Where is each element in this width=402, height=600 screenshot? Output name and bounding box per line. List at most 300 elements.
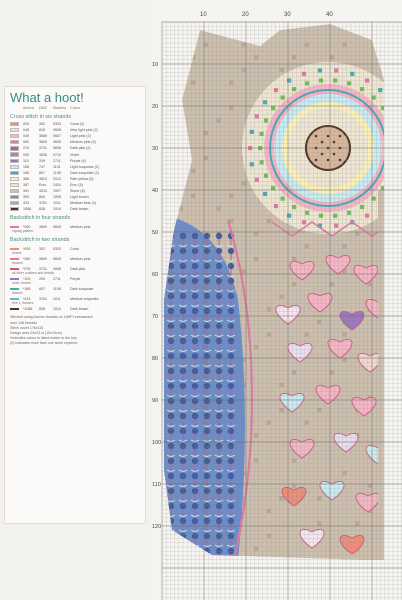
wing-flower [204, 413, 210, 419]
colour-name: Purple [70, 276, 81, 281]
x-tick-label: 20 [242, 12, 249, 18]
wing-flower [228, 518, 234, 524]
wing-flower [228, 413, 234, 419]
madeira-code: 0607 [53, 134, 61, 139]
dmc-code: 3731 [39, 146, 47, 151]
stone-speckle [330, 370, 334, 374]
wing-flower [204, 293, 210, 299]
madeira-code: 0606 [53, 266, 61, 271]
header-madeira: Madeira [53, 106, 66, 110]
band-leaf [271, 106, 275, 110]
backstitch-row [10, 286, 141, 291]
wing-flower [216, 263, 222, 269]
backstitch-usage-note: flowers [12, 261, 23, 266]
cross-stitch-list [10, 121, 141, 212]
backstitch-usage-note: nose, hearts [12, 281, 31, 286]
backstitch-line-swatch [10, 308, 19, 309]
colour-name: Light brown [70, 195, 89, 200]
madeira-code: 1905 [53, 195, 61, 200]
pupil-dot [339, 159, 342, 162]
wing-flower [228, 323, 234, 329]
wing-flower [216, 533, 222, 539]
band-leaf [333, 214, 337, 218]
colour-swatch [10, 128, 19, 132]
wing-flower [168, 278, 174, 284]
wing-flower [168, 398, 174, 404]
y-tick-label: 80 [152, 356, 159, 362]
stone-speckle [279, 295, 283, 299]
band-leaf [305, 211, 309, 215]
stone-speckle [317, 496, 321, 500]
stone-speckle [267, 509, 271, 513]
wing-flower [228, 473, 234, 479]
wing-flower [168, 338, 174, 344]
x-tick-label: 10 [200, 12, 207, 18]
stone-speckle [279, 408, 283, 412]
pupil-dot [327, 135, 330, 138]
band-leaf [319, 78, 323, 82]
anchor-code: 1088 [23, 207, 31, 212]
y-tick-label: 40 [152, 188, 159, 194]
wing-flower [168, 383, 174, 389]
madeira-code: 1011 [53, 296, 61, 301]
stone-speckle [342, 471, 346, 475]
colour-name: Purple (6) [70, 158, 86, 163]
colour-swatch [10, 134, 19, 138]
colour-swatch [10, 159, 19, 163]
y-tick-label: 20 [152, 104, 159, 110]
wing-flower [216, 548, 222, 554]
pupil-dot [321, 153, 324, 156]
colour-swatch [10, 122, 19, 126]
stone-speckle [279, 383, 283, 387]
stone-speckle [254, 547, 258, 551]
dmc-code: 3761 [39, 296, 47, 301]
dmc-code: 3609 [39, 256, 47, 261]
note-line: (2) indicates more than one skein required [10, 341, 78, 346]
wing-flower [204, 233, 210, 239]
colour-name: Dark pink [70, 266, 86, 271]
wing-flower [204, 503, 210, 509]
wing-flower [228, 368, 234, 374]
dmc-code: 209 [39, 276, 45, 281]
wing-flower [192, 503, 198, 509]
backstitch-usage-note: all other outlines and details [12, 271, 55, 276]
madeira-code: 0303 [53, 246, 61, 251]
stone-speckle [267, 421, 271, 425]
wing-flower [204, 473, 210, 479]
wing-flower [204, 518, 210, 524]
anchor-code: *1088 [23, 306, 33, 311]
colour-name: Very light pink (2) [70, 128, 98, 133]
y-tick-label: 110 [152, 482, 161, 488]
band-flower [287, 214, 291, 218]
wing-flower [228, 428, 234, 434]
wing-flower [168, 413, 174, 419]
chart-right-edge [378, 190, 384, 560]
dmc-code: 3731 [39, 266, 47, 271]
backstitch-row [10, 246, 141, 251]
stone-speckle [342, 43, 346, 47]
key-header-row [10, 106, 141, 111]
anchor-code: *168 [23, 286, 31, 291]
colour-swatch [10, 189, 19, 193]
wing-flower [192, 518, 198, 524]
band-leaf [259, 160, 263, 164]
madeira-code: 1914 [53, 306, 61, 311]
wing-flower [192, 473, 198, 479]
wing-flower [216, 293, 222, 299]
cross-stitch-heading: Cross stitch in six strands [10, 114, 72, 120]
wing-flower [228, 548, 234, 554]
stone-speckle [204, 156, 208, 160]
madeira-code: 1011 [53, 201, 61, 206]
stone-speckle [242, 68, 246, 72]
colour-name: Dark pink (2) [70, 146, 91, 151]
wing-flower [204, 443, 210, 449]
dmc-code: 3609 [39, 224, 47, 229]
band-leaf [264, 118, 268, 122]
madeira-code: 0303 [53, 122, 61, 127]
stone-speckle [342, 332, 346, 336]
wing-flower [192, 398, 198, 404]
anchor-code: 387 [23, 182, 29, 187]
anchor-code: 168 [23, 170, 29, 175]
stone-speckle [267, 534, 271, 538]
colour-name: Medium turquoise [70, 296, 99, 301]
stone-speckle [279, 68, 283, 72]
colour-swatch [10, 201, 19, 205]
stone-speckle [355, 521, 359, 525]
wing-flower [192, 308, 198, 314]
madeira-code: 2711 [53, 158, 61, 163]
colour-swatch [10, 207, 19, 211]
pupil-dot [333, 153, 336, 156]
stone-speckle [254, 55, 258, 59]
pupil-dot [333, 141, 336, 144]
wing-flower [204, 533, 210, 539]
header-anchor: Anchor [23, 106, 35, 110]
stone-speckle [191, 80, 195, 84]
band-flower [250, 162, 254, 166]
wing-flower [204, 338, 210, 344]
dmc-code: 838 [39, 207, 45, 212]
band-flower [274, 204, 278, 208]
y-tick-label: 90 [152, 398, 159, 404]
wing-flower [168, 443, 174, 449]
stone-speckle [254, 345, 258, 349]
y-tick-label: 100 [152, 440, 162, 446]
anchor-code: 110 [23, 158, 29, 163]
cross-stitch-chart [152, 0, 402, 600]
backstitch-usage-note: hearts [12, 251, 22, 256]
anchor-code: *060 [23, 224, 31, 229]
wing-flower [228, 533, 234, 539]
wing-flower [228, 278, 234, 284]
dmc-code: 818 [39, 128, 45, 133]
dmc-code: 352 [39, 122, 45, 127]
band-flower [334, 224, 338, 228]
anchor-code: *060 [23, 256, 31, 261]
dmc-code: 3836 [39, 152, 47, 157]
wing-flower [204, 278, 210, 284]
colour-name: Ecru (5) [70, 182, 83, 187]
dmc-code: 807 [39, 170, 45, 175]
thread-row [10, 206, 141, 212]
anchor-code: 076 [23, 146, 29, 151]
wing-flower [228, 263, 234, 269]
wing-flower [216, 503, 222, 509]
stone-speckle [191, 169, 195, 173]
stone-speckle [292, 257, 296, 261]
dmc-code: 352 [39, 246, 45, 251]
stone-speckle [191, 194, 195, 198]
wing-flower [216, 443, 222, 449]
stone-speckle [229, 194, 233, 198]
colour-swatch [10, 183, 19, 187]
dmc-code: 840 [39, 195, 45, 200]
wing-flower [192, 338, 198, 344]
dmc-code: 3033 [39, 189, 47, 194]
backstitch-line-swatch [10, 298, 19, 299]
wing-flower [228, 443, 234, 449]
pupil-dot [339, 135, 342, 138]
colour-name: Medium pink [70, 224, 91, 229]
backstitch-two-list [10, 246, 141, 311]
madeira-code: 0608 [53, 128, 61, 133]
backstitch-four-list [10, 224, 141, 234]
stone-speckle [242, 269, 246, 273]
madeira-code: 2512 [53, 176, 61, 181]
backstitch-two-heading: Backstitch in two strands [10, 237, 70, 244]
wing-flower [192, 428, 198, 434]
band-flower [274, 88, 278, 92]
note-line: over 148 threads [10, 320, 37, 325]
backstitch-line-swatch [10, 248, 19, 249]
wing-flower [216, 338, 222, 344]
stone-speckle [216, 118, 220, 122]
colour-name: Medium pink (2) [70, 140, 96, 145]
stone-speckle [267, 307, 271, 311]
dmc-code: 747 [39, 164, 45, 169]
stone-speckle [305, 244, 309, 248]
pupil-dot [321, 141, 324, 144]
backstitch-row [10, 256, 141, 261]
colour-swatch [10, 152, 19, 156]
wing-flower [192, 413, 198, 419]
band-leaf [280, 197, 284, 201]
band-flower [263, 192, 267, 196]
wing-flower [204, 428, 210, 434]
wing-flower [192, 443, 198, 449]
colour-name: Coral (2) [70, 122, 84, 127]
wing-flower [192, 323, 198, 329]
stone-speckle [330, 282, 334, 286]
anchor-code: 433 [23, 201, 29, 206]
wing-flower [228, 308, 234, 314]
wing-flower [204, 488, 210, 494]
colour-swatch [10, 140, 19, 144]
stone-speckle [317, 320, 321, 324]
stitch-notes [10, 315, 141, 346]
wing-flower [168, 308, 174, 314]
anchor-code: *009 [23, 246, 31, 251]
stone-speckle [292, 55, 296, 59]
stone-speckle [267, 332, 271, 336]
wing-flower [204, 398, 210, 404]
note-line: *indicates colour is listed earlier in the key [10, 336, 77, 341]
key-panel [4, 86, 146, 524]
stone-speckle [242, 181, 246, 185]
wing-flower [204, 308, 210, 314]
band-leaf [333, 78, 337, 82]
band-leaf [319, 214, 323, 218]
wing-flower [216, 308, 222, 314]
note-line: Stitch count 176x115 [10, 325, 44, 330]
band-flower [365, 78, 369, 82]
stone-speckle [305, 421, 309, 425]
stone-speckle [279, 496, 283, 500]
madeira-code: 2404 [53, 182, 61, 187]
wing-flower [168, 428, 174, 434]
colour-name: Pale yellow (5) [70, 176, 94, 181]
stone-speckle [229, 80, 233, 84]
backstitch-four-heading: Backstitch in four strands [10, 215, 71, 222]
madeira-code: 1101 [53, 164, 61, 169]
madeira-code: 0605 [53, 224, 61, 229]
wing-flower [168, 323, 174, 329]
dmc-code: 3823 [39, 176, 47, 181]
y-tick-label: 30 [152, 146, 159, 152]
wing-flower [192, 383, 198, 389]
colour-swatch [10, 177, 19, 181]
colour-name: Dark turquoise [70, 286, 94, 291]
wing-flower [216, 323, 222, 329]
stone-speckle [204, 131, 208, 135]
y-tick-label: 120 [152, 524, 162, 530]
anchor-code: 048 [23, 128, 29, 133]
anchor-code: *076 [23, 266, 31, 271]
wing-flower [204, 368, 210, 374]
anchor-code: 393 [23, 195, 29, 200]
wing-flower [192, 293, 198, 299]
dmc-code: Ecru [39, 182, 47, 187]
backstitch-usage-note: flowers [12, 291, 23, 296]
dmc-code: 3761 [39, 201, 47, 206]
stone-speckle [242, 43, 246, 47]
wing-flower [216, 428, 222, 434]
anchor-code: 060 [23, 140, 29, 145]
wing-flower [216, 383, 222, 389]
stone-speckle [292, 370, 296, 374]
wing-flower [228, 488, 234, 494]
band-leaf [264, 174, 268, 178]
colour-name: Medium pink [70, 256, 91, 261]
colour-name: Medium blue (4) [70, 201, 96, 206]
stone-speckle [305, 332, 309, 336]
wing-flower [192, 233, 198, 239]
pupil-dot [327, 159, 330, 162]
wing-flower [228, 383, 234, 389]
band-flower [334, 68, 338, 72]
colour-name: Light pink (2) [70, 134, 91, 139]
dmc-code: 807 [39, 286, 45, 291]
colour-name: Dark turquoise (2) [70, 170, 99, 175]
anchor-code: *109 [23, 276, 31, 281]
backstitch-usage-note: zigzag pattern [12, 229, 34, 234]
anchor-code: 386 [23, 176, 29, 181]
colour-name: Dark brown [70, 207, 89, 212]
stone-speckle [204, 43, 208, 47]
wing-flower [228, 503, 234, 509]
stone-speckle [292, 282, 296, 286]
wing-flower [228, 338, 234, 344]
dmc-code: 838 [39, 306, 45, 311]
colour-name: Violet [70, 152, 79, 157]
colour-name: Light turquoise (2) [70, 164, 99, 169]
stone-speckle [317, 408, 321, 412]
wing-flower [168, 473, 174, 479]
wing-flower [216, 398, 222, 404]
y-tick-label: 50 [152, 230, 159, 236]
stone-speckle [292, 458, 296, 462]
stone-speckle [267, 219, 271, 223]
key-title: What a hoot! [10, 90, 84, 105]
dmc-code: 3689 [39, 134, 47, 139]
wing-flower [216, 233, 222, 239]
band-flower [365, 214, 369, 218]
madeira-code: 0605 [53, 140, 61, 145]
wing-flower [192, 368, 198, 374]
band-flower [250, 130, 254, 134]
madeira-code: 1108 [53, 170, 61, 175]
dmc-code: 209 [39, 158, 45, 163]
backstitch-line-swatch [10, 258, 19, 259]
colour-swatch [10, 165, 19, 169]
wing-flower [168, 368, 174, 374]
y-tick-label: 70 [152, 314, 159, 320]
band-leaf [292, 205, 296, 209]
backstitch-row [10, 306, 141, 311]
y-tick-label: 60 [152, 272, 159, 278]
wing-flower [168, 293, 174, 299]
band-leaf [271, 186, 275, 190]
band-leaf [347, 211, 351, 215]
anchor-code: 090 [23, 152, 29, 157]
stone-speckle [305, 43, 309, 47]
madeira-code: 2711 [53, 276, 61, 281]
backstitch-line-swatch [10, 268, 19, 269]
wing-flower [228, 398, 234, 404]
stone-speckle [254, 458, 258, 462]
pupil-dot [315, 159, 318, 162]
madeira-code: 1914 [53, 207, 61, 212]
madeira-code: 0606 [53, 146, 61, 151]
wing-flower [216, 518, 222, 524]
x-tick-label: 30 [284, 12, 291, 18]
header-colour: Colour [70, 106, 81, 110]
colour-name: Dark brown [70, 306, 89, 311]
madeira-code: 0605 [53, 256, 61, 261]
owl-body [162, 24, 402, 563]
anchor-code: 158 [23, 164, 29, 169]
header-dmc: DMC [39, 106, 48, 110]
wing-flower [204, 323, 210, 329]
wing-flower [216, 368, 222, 374]
madeira-code: 1907 [53, 189, 61, 194]
wing-flower [192, 278, 198, 284]
stone-speckle [330, 55, 334, 59]
